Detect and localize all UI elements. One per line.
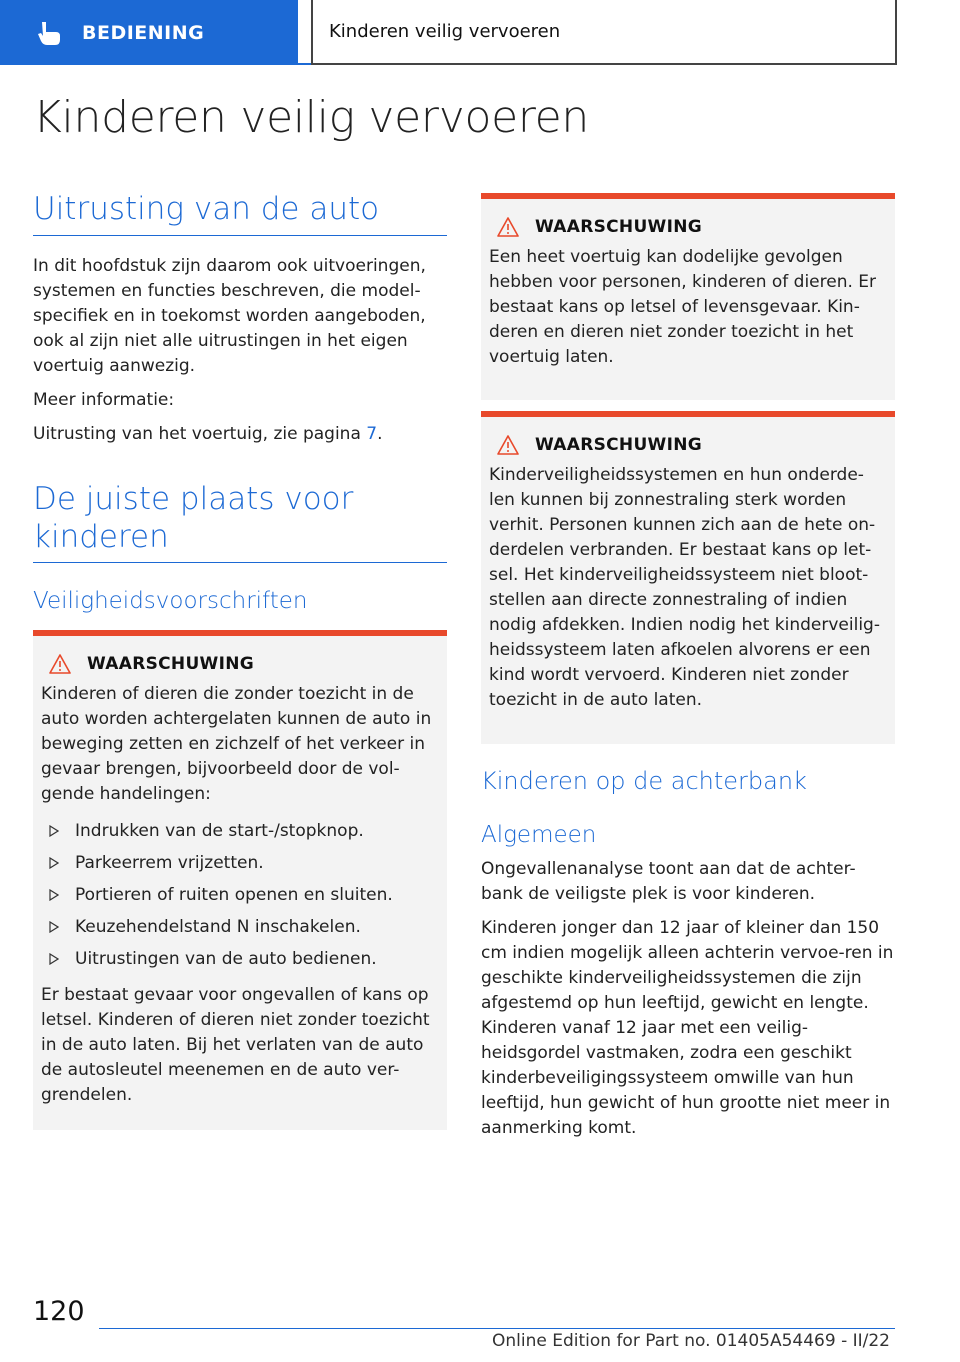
bullet-triangle-icon: [49, 921, 59, 933]
heading-equipment: Uitrusting van de auto: [33, 191, 380, 227]
warning-body: [41, 682, 439, 1108]
warning-header: [497, 435, 887, 455]
section-tab[interactable]: [0, 0, 298, 65]
pointing-hand-icon: [36, 20, 62, 46]
chapter-tab[interactable]: [311, 0, 897, 65]
warning-box-hot-vehicle: [481, 193, 895, 400]
warning-body: Een heet voertuig kan dodelijke gevolgen hebben voor personen, kinderen of dieren. Er bestaat kans op letsel of levensgevaar. Kin-deren en dieren niet zonder toezicht in het voertuig laten.: [489, 247, 877, 367]
warning-triangle-icon: [497, 435, 519, 455]
list-item-text: Portieren of ruiten openen en sluiten.: [75, 884, 393, 905]
warning-intro: Kinderen of dieren die zonder toezicht in de auto worden achtergelaten kunnen de auto in beweging zetten en zichzelf of het verkeer in gevaar brengen, bijvoorbeeld door de vol-gende handelingen:: [41, 684, 432, 804]
page-link[interactable]: 7: [366, 424, 378, 444]
bullet-triangle-icon: [49, 953, 59, 965]
warning-box-left: [33, 630, 447, 1130]
warning-outro: Er bestaat gevaar voor ongevallen of kans op letsel. Kinderen of dieren niet zonder toezicht in de auto laten. Bij het verlaten van de auto de autosleutel meenemen en de auto ver-grendelen.: [41, 985, 430, 1105]
warning-title: WAARSCHUWING: [535, 435, 703, 455]
warning-header: [49, 654, 439, 674]
warning-title: WAARSCHUWING: [535, 217, 703, 237]
page-number: 120: [33, 1296, 85, 1327]
list-item: [41, 847, 439, 879]
header-connector: [298, 63, 311, 65]
heading-rule: [33, 235, 447, 236]
heading-line-2: kinderen: [33, 519, 169, 555]
heading-back-seat: Kinderen op de achterbank: [481, 767, 807, 795]
list-item-text: Parkeerrem vrijzetten.: [75, 852, 264, 873]
heading-line-1: De juiste plaats voor: [33, 481, 354, 517]
page-title: Kinderen veilig vervoeren: [33, 92, 590, 143]
heading-right-place: [33, 480, 353, 556]
warning-box-hot-parts: [481, 411, 895, 744]
bullet-triangle-icon: [49, 889, 59, 901]
warning-triangle-icon: [497, 217, 519, 237]
reference-text: Uitrusting van het voertuig, zie pagina: [33, 424, 367, 444]
list-item-text: Indrukken van de start-/stopknop.: [75, 820, 364, 841]
heading-rule: [33, 562, 447, 563]
cross-reference: [33, 422, 447, 447]
paragraph-accident-analysis: Ongevallenanalyse toont aan dat de achter-bank de veiligste plek is voor kinderen.: [481, 859, 856, 904]
back-seat-body: [481, 857, 895, 1150]
list-item-text: Keuzehendelstand N inschakelen.: [75, 916, 361, 937]
warning-body: Kinderveiligheidssystemen en hun onderde-len kunnen bij zonnestraling sterk worden verhit. Personen kunnen zich aan de hete on-derdelen verbranden. Er bestaat kans op let-sel. Het kinderveiligheidssysteem niet bloot-stellen aan directe zonnestraling of indien nodig afdekken. Indien nodig het kinderveilig-heidssysteem laten afkoelen alvorens er een kind wordt vervoerd. Kinderen niet zonder toezicht in de auto laten.: [489, 465, 880, 710]
paragraph-child-restraints: Kinderen jonger dan 12 jaar of kleiner dan 150 cm indien mogelijk alleen achterin vervoe-ren in geschikte kinderveiligheidssystemen die zijn afgestemd op hun leeftijd, gewicht en lengte. Kinderen vanaf 12 jaar met een veilig-heidsgordel vastmaken, zodra een geschikt kinderbeveiligingssysteem omwille van hun leeftijd, hun gewicht of hun grootte niet meer in aanmerking komt.: [481, 918, 894, 1138]
list-item: [41, 815, 439, 847]
equipment-body: [33, 254, 447, 456]
edition-note: Online Edition for Part no. 01405A54469 - II/22: [491, 1331, 890, 1351]
equipment-paragraph: In dit hoofdstuk zijn daarom ook uitvoeringen, systemen en functies beschreven, die model-specifiek en in toekomst worden aangeboden, ook al zijn niet alle uitrustingen in het eigen voertuig aanwezig.: [33, 256, 426, 376]
warning-action-list: [41, 815, 439, 975]
more-info-label: Meer informatie:: [33, 390, 175, 410]
section-label: BEDIENING: [82, 21, 205, 44]
chapter-label: Kinderen veilig vervoeren: [329, 21, 561, 42]
footer-rule: [99, 1328, 895, 1329]
heading-general: Algemeen: [481, 822, 597, 848]
list-item: [41, 879, 439, 911]
heading-safety-rules: Veiligheidsvoorschriften: [33, 588, 308, 614]
warning-header: [497, 217, 887, 237]
warning-title: WAARSCHUWING: [87, 654, 255, 674]
list-item: [41, 911, 439, 943]
list-item: [41, 943, 439, 975]
bullet-triangle-icon: [49, 857, 59, 869]
bullet-triangle-icon: [49, 825, 59, 837]
reference-end: .: [377, 424, 383, 444]
list-item-text: Uitrustingen van de auto bedienen.: [75, 948, 377, 969]
warning-triangle-icon: [49, 654, 71, 674]
